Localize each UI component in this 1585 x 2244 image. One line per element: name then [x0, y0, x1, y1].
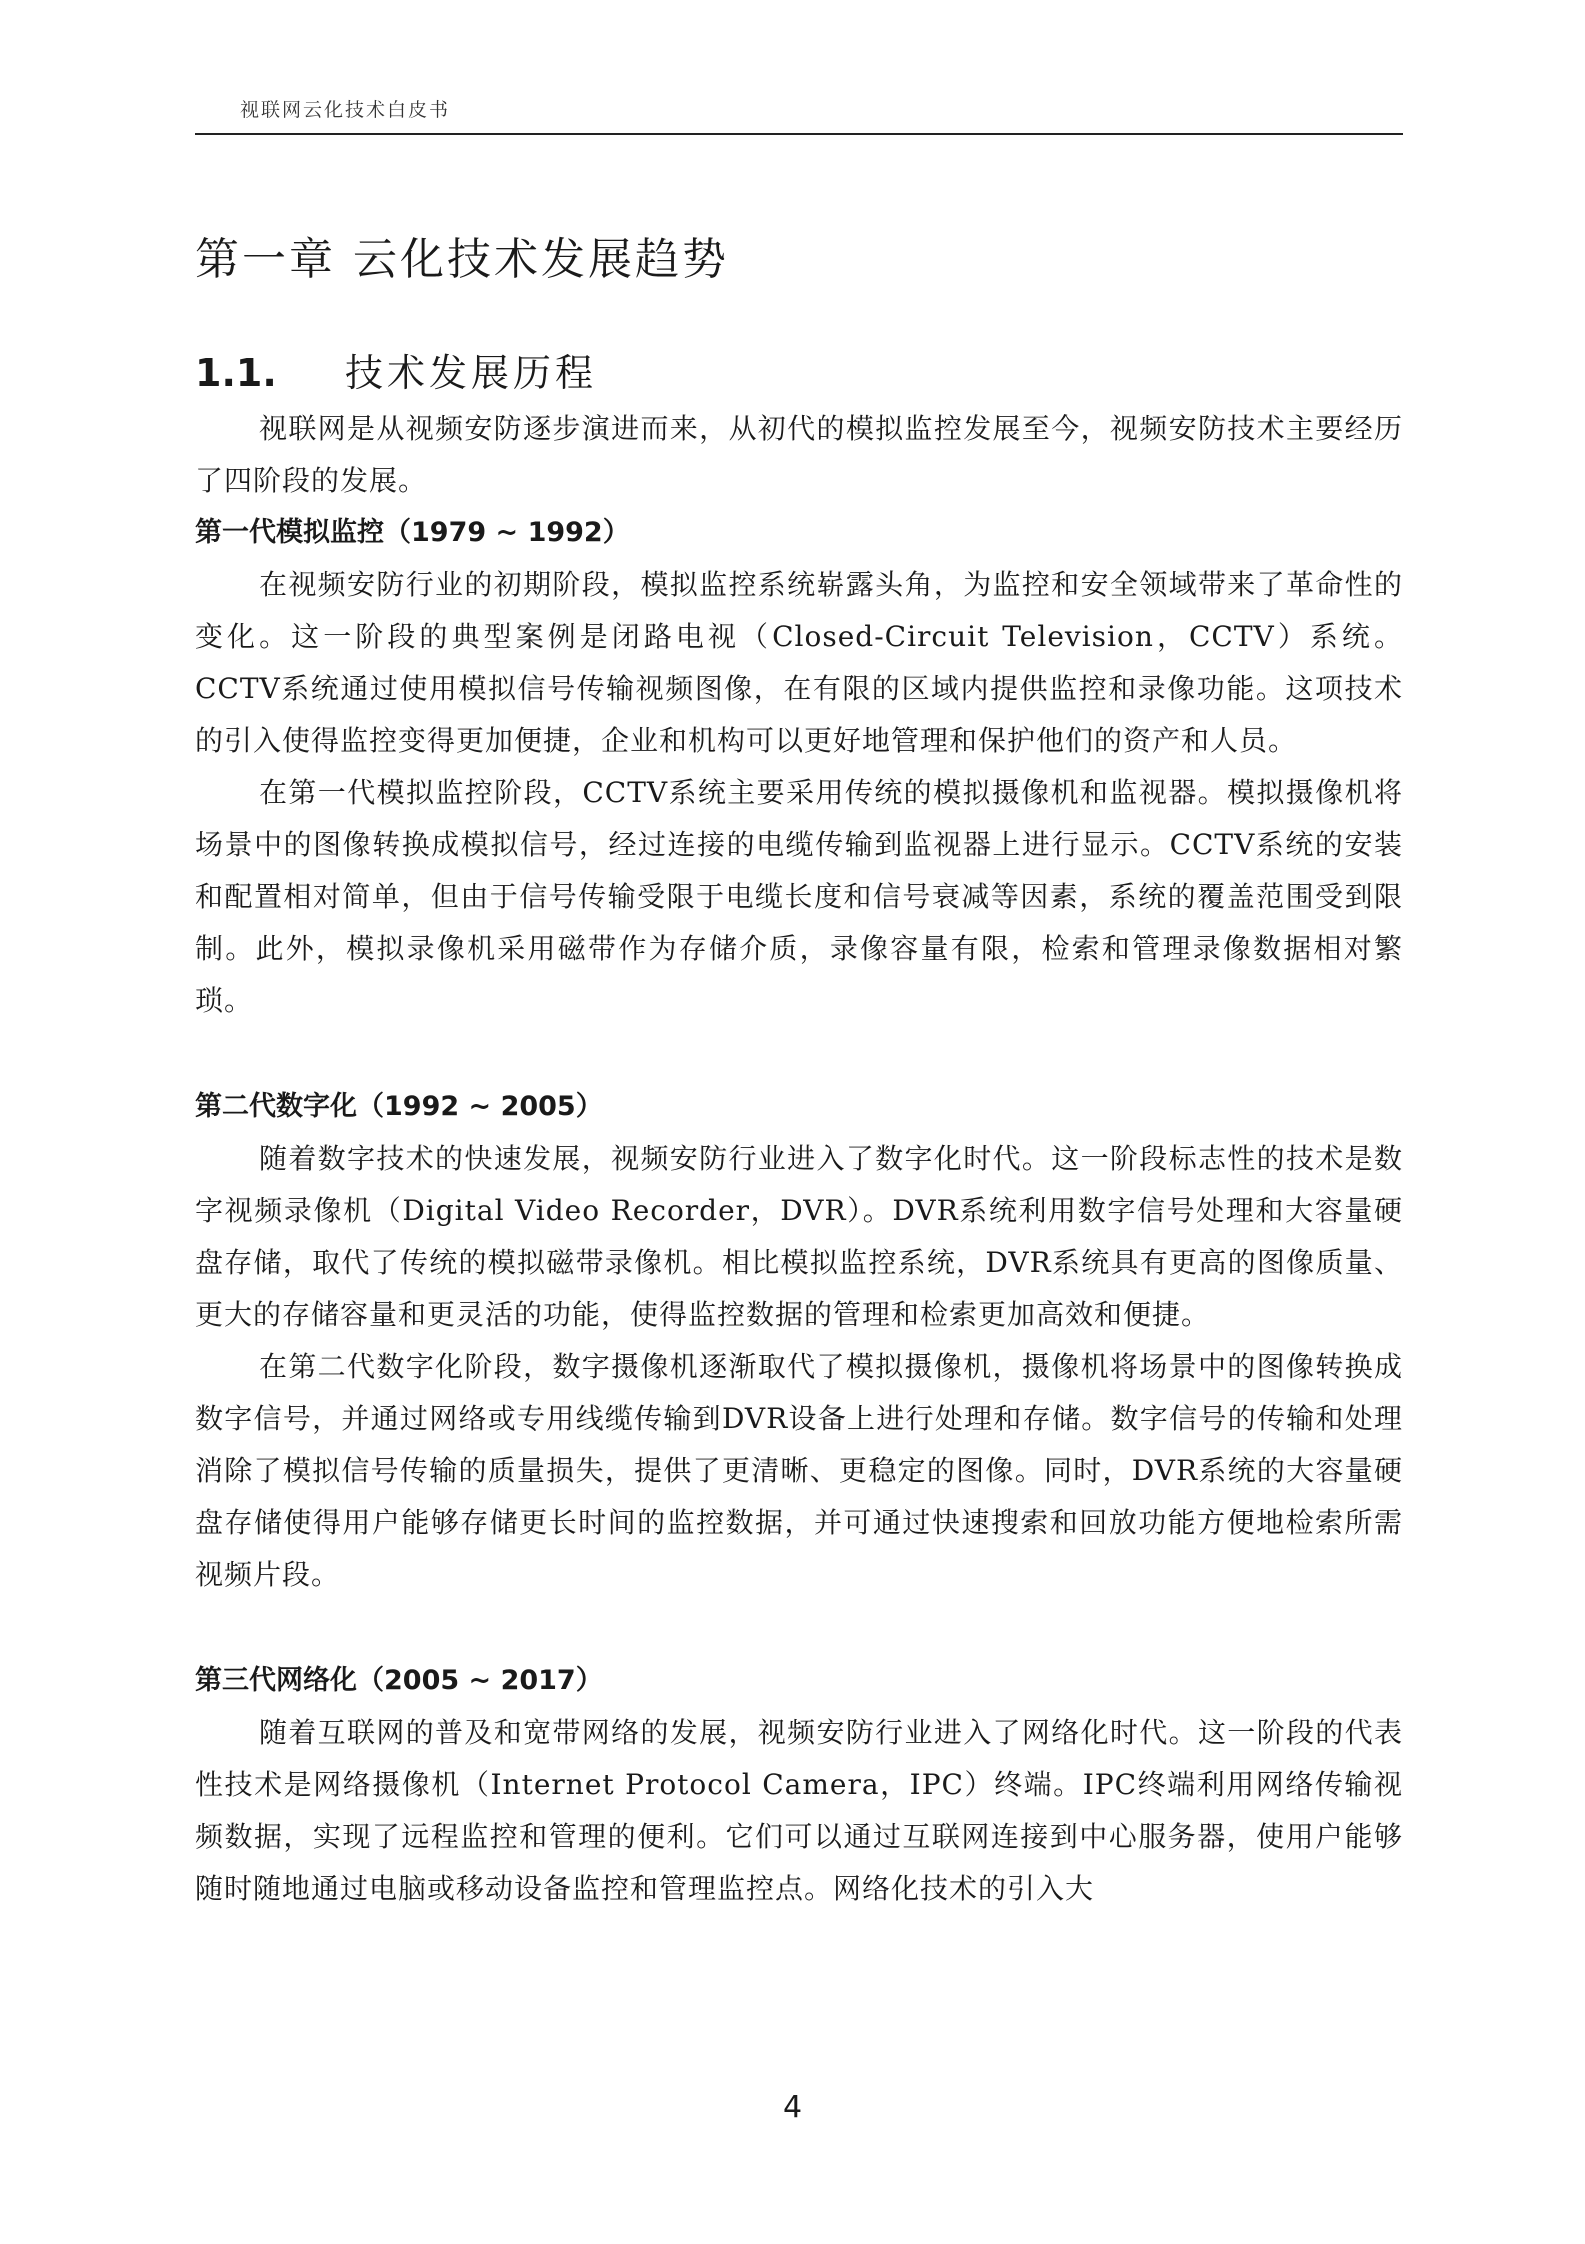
header-title: 视联网云化技术白皮书	[240, 99, 451, 121]
gen2-paragraph-1: 随着数字技术的快速发展，视频安防行业进入了数字化时代。这一阶段标志性的技术是数字视频录像机（Digital Video Recorder，DVR）。DVR系统利用数字信号处理和大容量硬盘存储，取代了传统的模拟磁带录像机。相比模拟监控系统，DVR系统具有更高的图像质量、更大的存储容量和更灵活的功能，使得监控数据的管理和检索更加高效和便捷。	[195, 1142, 1403, 1331]
section-title: 技术发展历程	[345, 351, 598, 395]
section-heading	[195, 343, 1403, 403]
gen3-heading: 第三代网络化（2005 ~ 2017）	[195, 1665, 603, 1696]
gen3-paragraph-1: 随着互联网的普及和宽带网络的发展，视频安防行业进入了网络化时代。这一阶段的代表性技术是网络摄像机（Internet Protocol Camera，IPC）终端。IPC终端利用网络传输视频数据，实现了远程监控和管理的便利。它们可以通过互联网连接到中心服务器，使用户能够随时随地通过电脑或移动设备监控和管理监控点。网络化技术的引入大	[195, 1716, 1403, 1905]
page-content	[195, 225, 1403, 1915]
gen2-paragraph-2: 在第二代数字化阶段，数字摄像机逐渐取代了模拟摄像机，摄像机将场景中的图像转换成数字信号，并通过网络或专用线缆传输到DVR设备上进行处理和存储。数字信号的传输和处理消除了模拟信号传输的质量损失，提供了更清晰、更稳定的图像。同时，DVR系统的大容量硬盘存储使得用户能够存储更长时间的监控数据，并可通过快速搜索和回放功能方便地检索所需视频片段。	[195, 1350, 1403, 1591]
page-number: 4	[782, 2090, 803, 2125]
gen2-heading: 第二代数字化（1992 ~ 2005）	[195, 1091, 603, 1122]
gen1-paragraph-1: 在视频安防行业的初期阶段，模拟监控系统崭露头角，为监控和安全领域带来了革命性的变化。这一阶段的典型案例是闭路电视（Closed-Circuit Television，CCTV）系统。CCTV系统通过使用模拟信号传输视频图像，在有限的区域内提供监控和录像功能。这项技术的引入使得监控变得更加便捷，企业和机构可以更好地管理和保护他们的资产和人员。	[195, 568, 1403, 757]
gen1-paragraph-2: 在第一代模拟监控阶段，CCTV系统主要采用传统的模拟摄像机和监视器。模拟摄像机将场景中的图像转换成模拟信号，经过连接的电缆传输到监视器上进行显示。CCTV系统的安装和配置相对简单，但由于信号传输受限于电缆长度和信号衰减等因素，系统的覆盖范围受到限制。此外，模拟录像机采用磁带作为存储介质，录像容量有限，检索和管理录像数据相对繁琐。	[195, 776, 1403, 1017]
chapter-title: 第一章 云化技术发展趋势	[195, 234, 729, 285]
spacer	[195, 1601, 1403, 1655]
running-header	[195, 93, 1403, 135]
section-number: 1.1.	[195, 351, 277, 395]
gen1-heading: 第一代模拟监控（1979 ~ 1992）	[195, 517, 630, 548]
spacer	[195, 1027, 1403, 1081]
intro-paragraph: 视联网是从视频安防逐步演进而来，从初代的模拟监控发展至今，视频安防技术主要经历了四阶段的发展。	[195, 412, 1403, 497]
